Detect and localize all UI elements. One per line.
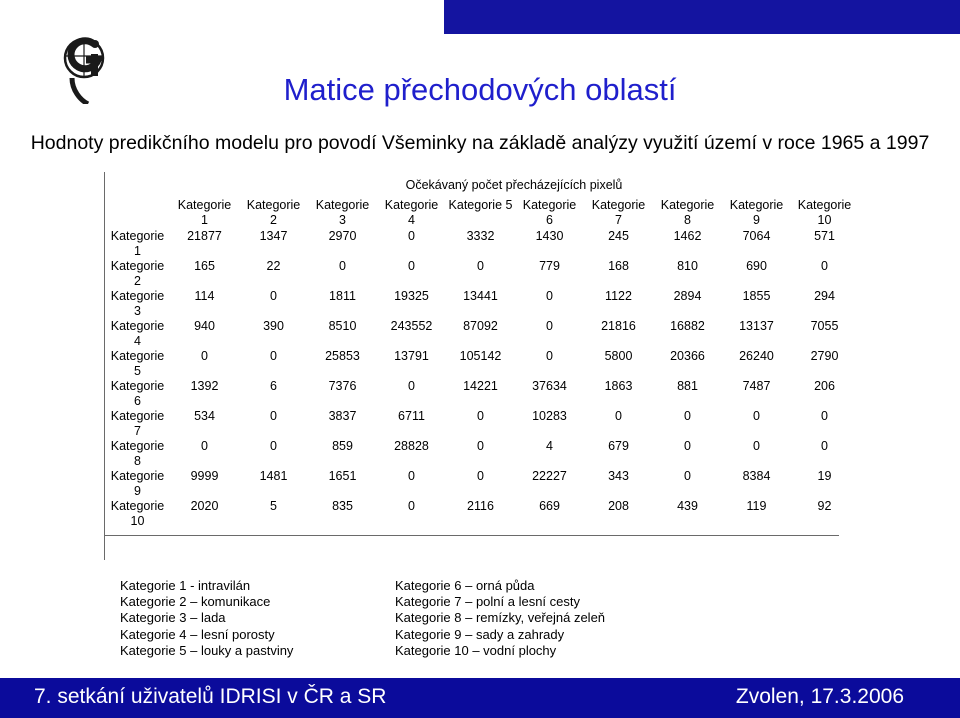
column-header-number: 9: [753, 212, 760, 227]
row-header-label: Kategorie: [110, 349, 165, 363]
table-cell: 859: [332, 439, 353, 453]
row-header-label: Kategorie: [110, 289, 165, 303]
table-cell: 0: [546, 319, 553, 333]
transition-matrix: [105, 178, 858, 529]
table-cell: 22: [266, 259, 281, 273]
table-row: [105, 439, 858, 469]
table-cell: 2790: [810, 349, 839, 363]
table-cell: 690: [746, 259, 767, 273]
column-header-label: Kategorie: [246, 198, 301, 212]
table-cell: 0: [270, 409, 277, 423]
table-cell: 0: [753, 409, 760, 423]
table-row: [105, 229, 858, 259]
legend-item: Kategorie 2 – komunikace: [120, 594, 271, 609]
legend-item: Kategorie 8 – remízky, veřejná zeleň: [395, 610, 606, 625]
row-header: [105, 319, 170, 349]
table-cell: 6: [270, 379, 277, 393]
row-header: [105, 409, 170, 439]
table-cell: 0: [477, 409, 484, 423]
row-header-number: 2: [134, 274, 141, 288]
top-banner: [444, 0, 960, 34]
legend-item: Kategorie 10 – vodní plochy: [395, 643, 557, 658]
row-header: [105, 259, 170, 289]
row-header-label: Kategorie: [110, 229, 165, 243]
matrix-caption: Očekávaný počet přecházejících pixelů: [405, 178, 623, 192]
legend-item: Kategorie 6 – orná půda: [395, 578, 535, 593]
table-cell: 37634: [532, 379, 567, 393]
table-cell: 206: [814, 379, 835, 393]
row-header: [105, 499, 170, 529]
table-cell: 0: [408, 229, 415, 243]
column-header: [308, 198, 377, 229]
table-cell: 0: [684, 409, 691, 423]
table-cell: 2020: [190, 499, 219, 513]
table-cell: 5: [270, 499, 277, 513]
table-cell: 2116: [467, 499, 494, 513]
table-cell: 6711: [398, 409, 425, 423]
table-cell: 7376: [328, 379, 357, 393]
table-cell: 21816: [601, 319, 636, 333]
footer-bar: [0, 678, 960, 718]
column-header-label: Kategorie: [315, 198, 370, 212]
row-header-number: 7: [134, 424, 141, 438]
column-header-label: Kategorie: [660, 198, 715, 212]
column-header: [791, 198, 858, 229]
table-cell: 669: [539, 499, 560, 513]
table-cell: 3837: [328, 409, 357, 423]
table-cell: 4: [546, 439, 553, 453]
table-cell: 26240: [739, 349, 774, 363]
table-row: [105, 379, 858, 409]
table-cell: 8510: [328, 319, 357, 333]
table-cell: 0: [408, 259, 415, 273]
row-header-label: Kategorie: [110, 259, 165, 273]
table-cell: 534: [194, 409, 215, 423]
legend-item: Kategorie 9 – sady a zahrady: [395, 627, 565, 642]
row-header-number: 4: [134, 334, 141, 348]
table-cell: 22227: [532, 469, 567, 483]
table-row: [105, 289, 858, 319]
table-cell: 0: [201, 349, 208, 363]
column-header: [653, 198, 722, 229]
row-header: [105, 439, 170, 469]
table-cell: 0: [408, 499, 415, 513]
table-row: [105, 499, 858, 529]
table-cell: 1122: [605, 289, 632, 303]
table-row: [105, 409, 858, 439]
row-header: [105, 229, 170, 259]
row-header-label: Kategorie: [110, 319, 165, 333]
table-cell: 679: [608, 439, 629, 453]
table-cell: 571: [814, 229, 835, 243]
table-cell: 105142: [459, 349, 502, 363]
row-header: [105, 379, 170, 409]
table-cell: 114: [194, 289, 215, 303]
table-cell: 8384: [742, 469, 771, 483]
table-cell: 3332: [466, 229, 495, 243]
row-header: [105, 469, 170, 499]
legend-left: [120, 578, 293, 659]
legend-item: Kategorie 4 – lesní porosty: [120, 627, 275, 642]
table-cell: 0: [684, 439, 691, 453]
table-cell: 10283: [532, 409, 567, 423]
column-header-label: Kategorie: [384, 198, 439, 212]
table-cell: 2970: [328, 229, 357, 243]
table-cell: 439: [677, 499, 698, 513]
table-cell: 0: [753, 439, 760, 453]
table-cell: 13791: [394, 349, 429, 363]
column-header: [722, 198, 791, 229]
table-cell: 20366: [670, 349, 705, 363]
table-cell: 25853: [325, 349, 360, 363]
table-cell: 940: [194, 319, 215, 333]
column-header-row: [105, 198, 858, 229]
table-cell: 245: [608, 229, 629, 243]
table-cell: 7055: [810, 319, 839, 333]
table-cell: 779: [539, 259, 560, 273]
table-cell: 1392: [190, 379, 219, 393]
table-row: [105, 469, 858, 499]
table-cell: 0: [339, 259, 346, 273]
table-cell: 0: [408, 379, 415, 393]
row-header-number: 6: [134, 394, 141, 408]
table-cell: 343: [608, 469, 629, 483]
column-header-number: 6: [546, 212, 553, 227]
table-cell: 0: [270, 349, 277, 363]
table-cell: 390: [263, 319, 284, 333]
column-header-number: 2: [270, 212, 277, 227]
table-cell: 0: [477, 439, 484, 453]
table-cell: 208: [608, 499, 629, 513]
row-header: [105, 289, 170, 319]
row-header-label: Kategorie: [110, 439, 165, 453]
table-cell: 0: [408, 469, 415, 483]
table-cell: 2894: [673, 289, 702, 303]
table-cell: 1430: [535, 229, 564, 243]
table-cell: 0: [201, 439, 208, 453]
table-row: [105, 349, 858, 379]
column-header-label: Kategorie: [177, 198, 232, 212]
table-cell: 0: [546, 289, 553, 303]
column-header-number: 7: [615, 212, 622, 227]
row-header-number: 1: [134, 244, 141, 258]
table-cell: 0: [821, 259, 828, 273]
table-cell: 0: [270, 439, 277, 453]
column-header: [446, 198, 515, 229]
table-cell: 13137: [739, 319, 774, 333]
column-header: [377, 198, 446, 229]
column-header-number: 1: [201, 212, 208, 227]
table-cell: 165: [194, 259, 215, 273]
column-header-number: 4: [408, 212, 415, 227]
table-cell: 294: [814, 289, 835, 303]
table-cell: 881: [677, 379, 698, 393]
table-cell: 14221: [463, 379, 498, 393]
table-cell: 0: [615, 409, 622, 423]
page-title: Matice přechodových oblastí: [283, 72, 677, 107]
table-cell: 810: [677, 259, 698, 273]
table-cell: 92: [817, 499, 832, 513]
table-cell: 835: [332, 499, 353, 513]
table-cell: 1462: [673, 229, 702, 243]
legend-item: Kategorie 5 – louky a pastviny: [120, 643, 294, 658]
table-cell: 13441: [463, 289, 498, 303]
column-header: [515, 198, 584, 229]
table-cell: 0: [477, 469, 484, 483]
row-header-number: 5: [134, 364, 141, 378]
row-header-number: 8: [134, 454, 141, 468]
table-cell: 243552: [390, 319, 433, 333]
column-header: [584, 198, 653, 229]
table-cell: 21877: [187, 229, 222, 243]
legend-right: [395, 578, 605, 659]
legend-item: Kategorie 7 – polní a lesní cesty: [395, 594, 581, 609]
column-header: [239, 198, 308, 229]
table-row: [105, 259, 858, 289]
column-header-number: 3: [339, 212, 346, 227]
table-cell: 16882: [670, 319, 705, 333]
column-header-number: 8: [684, 212, 691, 227]
table-cell: 0: [270, 289, 277, 303]
table-cell: 0: [684, 469, 691, 483]
table-cell: 119: [746, 499, 767, 513]
column-header-label: Kategorie: [797, 198, 852, 212]
row-header-number: 3: [134, 304, 141, 318]
legend-item: Kategorie 1 - intravilán: [120, 578, 251, 593]
row-header-number: 10: [130, 514, 145, 528]
table-cell: 1481: [259, 469, 288, 483]
page-subtitle: Hodnoty predikčního modelu pro povodí Všeminky na základě analýzy využití území v roce 1965 a 1997: [30, 132, 930, 154]
table-cell: 5800: [604, 349, 633, 363]
table-cell: 7487: [742, 379, 771, 393]
table-cell: 7064: [742, 229, 771, 243]
row-header-label: Kategorie: [110, 499, 165, 513]
table-cell: 1347: [259, 229, 288, 243]
row-header-label: Kategorie: [110, 469, 165, 483]
table-cell: 9999: [190, 469, 219, 483]
table-cell: 1863: [604, 379, 633, 393]
column-header-label: Kategorie: [522, 198, 577, 212]
row-header-label: Kategorie: [110, 409, 165, 423]
table-cell: 0: [821, 409, 828, 423]
column-header-label: Kategorie 5: [448, 198, 513, 212]
table-cell: 0: [477, 259, 484, 273]
table-cell: 28828: [394, 439, 429, 453]
footer-place-date: Zvolen, 17.3.2006: [735, 685, 904, 708]
table-cell: 168: [608, 259, 629, 273]
frame-divider: [104, 535, 105, 560]
table-cell: 87092: [463, 319, 498, 333]
table-row: [105, 319, 858, 349]
column-header-number: 10: [817, 212, 832, 227]
table-cell: 1855: [742, 289, 771, 303]
table-cell: 19: [817, 469, 832, 483]
table-cell: 0: [546, 349, 553, 363]
row-header-number: 9: [134, 484, 141, 498]
table-cell: 19325: [394, 289, 429, 303]
column-header-label: Kategorie: [729, 198, 784, 212]
table-cell: 1651: [328, 469, 357, 483]
footer-event: 7. setkání uživatelů IDRISI v ČR a SR: [34, 685, 387, 708]
column-header: [170, 198, 239, 229]
legend-item: Kategorie 3 – lada: [120, 610, 226, 625]
row-header-label: Kategorie: [110, 379, 165, 393]
table-cell: 1811: [329, 289, 356, 303]
table-cell: 0: [821, 439, 828, 453]
row-header: [105, 349, 170, 379]
column-header-label: Kategorie: [591, 198, 646, 212]
